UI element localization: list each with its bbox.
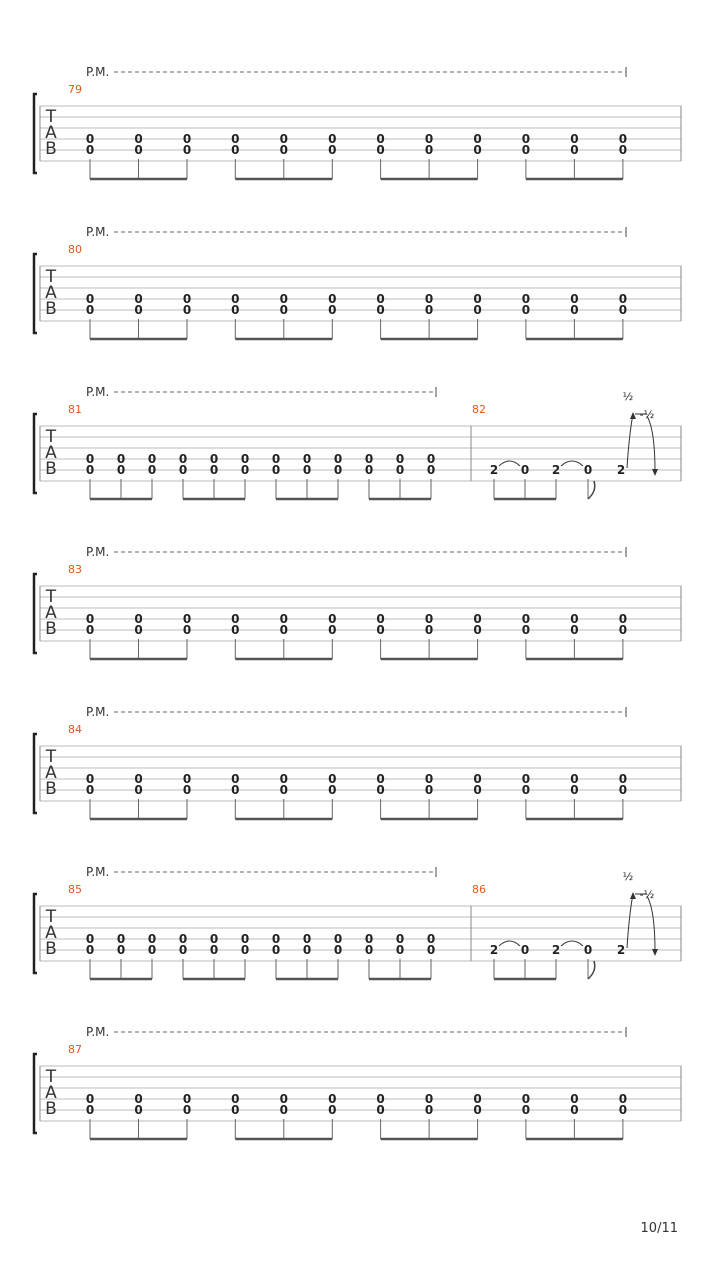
fret-number: 0 [424,623,434,637]
system-bracket [34,894,37,973]
release-arrow [652,469,658,476]
fret-number: 0 [85,612,95,626]
fret-number: 0 [328,783,337,797]
fret-number: 0 [134,772,143,786]
palm-mute-label: P.M. [86,385,110,399]
fret-number: 0 [376,1103,385,1117]
fret-number: 0 [364,932,374,946]
fret-number: 0 [570,772,579,786]
fret-number: 0 [231,623,240,637]
system-bracket [34,1054,37,1133]
fret-number: 0 [134,143,143,157]
fret-number: 0 [240,932,250,946]
fret-number: 0 [231,292,240,306]
fret-number: 0 [424,1092,434,1106]
tab-clef-letter: B [45,1099,57,1119]
tab-clef-letter: A [45,923,57,943]
fret-number: 0 [473,143,482,157]
fret-number: 2 [489,463,499,477]
fret-number: 0 [182,143,192,157]
fret-number: 0 [473,623,482,637]
eighth-flag [588,481,595,499]
eighth-flag [588,961,595,979]
tie-arc [499,941,520,946]
fret-number: 0 [134,292,143,306]
fret-number: 0 [583,943,593,957]
fret-number: 2 [616,943,626,957]
fret-number: 0 [279,132,288,146]
fret-number: 0 [521,1092,531,1106]
fret-number: 0 [521,772,531,786]
fret-number: 0 [178,452,188,466]
release-amount: -½ [639,408,655,421]
fret-number: 0 [85,1092,95,1106]
fret-number: 0 [116,463,126,477]
fret-number: 0 [116,452,126,466]
bar-number: 79 [68,83,82,96]
fret-number: 0 [520,463,530,477]
fret-number: 0 [279,1092,288,1106]
tab-system [34,65,681,179]
system-bracket [34,734,37,813]
fret-number: 0 [279,623,288,637]
fret-number: 0 [376,303,385,317]
fret-number: 0 [376,1092,385,1106]
fret-number: 0 [182,292,192,306]
tab-clef-letter: B [45,779,57,799]
fret-number: 0 [618,292,628,306]
release-arrow [652,949,658,956]
fret-number: 0 [473,292,482,306]
fret-number: 0 [333,463,343,477]
fret-number: 0 [209,463,219,477]
bend-arrow [630,412,636,419]
fret-number: 0 [521,623,531,637]
tab-system [34,545,681,659]
tab-clef-letter: B [45,299,57,319]
fret-number: 0 [328,623,337,637]
fret-number: 0 [85,783,95,797]
fret-number: 0 [147,463,157,477]
fret-number: 0 [85,452,95,466]
fret-number: 2 [551,943,561,957]
fret-number: 0 [182,623,192,637]
fret-number: 0 [279,783,288,797]
tie-arc [561,941,583,946]
page-number: 10/11 [640,1221,678,1236]
bar-number: 81 [68,403,82,416]
fret-number: 0 [85,932,95,946]
fret-number: 0 [85,1103,95,1117]
system-bracket [34,254,37,333]
tab-system [34,1025,681,1139]
fret-number: 0 [473,1103,482,1117]
fret-number: 0 [376,783,385,797]
palm-mute-label: P.M. [86,865,110,879]
fret-number: 0 [134,1092,143,1106]
tab-system [34,225,681,339]
fret-number: 0 [271,932,281,946]
fret-number: 0 [424,612,434,626]
palm-mute-label: P.M. [86,1025,110,1039]
fret-number: 0 [116,932,126,946]
fret-number: 0 [364,452,374,466]
fret-number: 0 [231,783,240,797]
fret-number: 0 [85,303,95,317]
fret-number: 0 [134,303,143,317]
palm-mute-label: P.M. [86,65,110,79]
fret-number: 0 [618,783,628,797]
fret-number: 0 [209,452,219,466]
bar-number: 87 [68,1043,82,1056]
fret-number: 0 [570,132,579,146]
fret-number: 0 [570,612,579,626]
fret-number: 0 [178,932,188,946]
fret-number: 0 [473,772,482,786]
fret-number: 0 [279,612,288,626]
fret-number: 0 [570,1092,579,1106]
fret-number: 0 [570,623,579,637]
release-amount: -½ [639,888,655,901]
fret-number: 0 [521,303,531,317]
release-curve [647,896,655,952]
fret-number: 0 [328,143,337,157]
fret-number: 0 [364,463,374,477]
fret-number: 0 [147,452,157,466]
system-bracket [34,574,37,653]
fret-number: 0 [182,783,192,797]
fret-number: 0 [376,143,385,157]
fret-number: 2 [616,463,626,477]
bar-number: 86 [472,883,486,896]
fret-number: 0 [328,292,337,306]
tab-system [34,705,681,819]
fret-number: 0 [424,772,434,786]
bend-arrow [630,892,636,899]
fret-number: 0 [618,623,628,637]
fret-number: 0 [618,612,628,626]
tab-system [34,865,681,979]
fret-number: 0 [182,772,192,786]
palm-mute-label: P.M. [86,545,110,559]
fret-number: 0 [521,132,531,146]
tie-arc [499,461,520,466]
tie-arc [561,461,583,466]
fret-number: 0 [116,943,126,957]
fret-number: 0 [473,132,482,146]
fret-number: 0 [328,772,337,786]
fret-number: 0 [570,783,579,797]
bar-number: 85 [68,883,82,896]
fret-number: 0 [395,932,405,946]
fret-number: 0 [570,1103,579,1117]
fret-number: 2 [489,943,499,957]
fret-number: 0 [395,463,405,477]
fret-number: 0 [134,132,143,146]
fret-number: 0 [240,463,250,477]
fret-number: 0 [85,292,95,306]
bar-number: 80 [68,243,82,256]
fret-number: 0 [328,1103,337,1117]
palm-mute-label: P.M. [86,225,110,239]
fret-number: 0 [426,452,436,466]
tab-clef-letter: T [45,267,57,287]
tab-clef-letter: B [45,619,57,639]
fret-number: 0 [178,463,188,477]
fret-number: 0 [302,943,312,957]
tab-clef-letter: T [45,587,57,607]
fret-number: 0 [424,783,434,797]
fret-number: 0 [328,612,337,626]
fret-number: 0 [376,623,385,637]
fret-number: 0 [279,303,288,317]
fret-number: 0 [521,1103,531,1117]
fret-number: 0 [424,1103,434,1117]
tab-clef-letter: A [45,443,57,463]
fret-number: 0 [209,943,219,957]
tab-clef-letter: T [45,427,57,447]
fret-number: 0 [85,143,95,157]
fret-number: 0 [473,1092,482,1106]
fret-number: 0 [328,1092,337,1106]
palm-mute-label: P.M. [86,705,110,719]
fret-number: 0 [231,143,240,157]
fret-number: 0 [231,1103,240,1117]
fret-number: 0 [570,143,579,157]
tab-system [34,385,681,499]
fret-number: 0 [134,1103,143,1117]
fret-number: 0 [182,1092,192,1106]
tab-clef-letter: A [45,763,57,783]
fret-number: 0 [134,612,143,626]
tab-clef-letter: A [45,1083,57,1103]
fret-number: 0 [473,612,482,626]
system-bracket [34,414,37,493]
fret-number: 0 [426,932,436,946]
fret-number: 0 [376,612,385,626]
fret-number: 0 [182,303,192,317]
fret-number: 0 [231,132,240,146]
fret-number: 0 [424,303,434,317]
fret-number: 0 [271,463,281,477]
bend-amount: ½ [622,870,634,883]
tab-clef-letter: A [45,123,57,143]
fret-number: 0 [85,463,95,477]
fret-number: 0 [333,932,343,946]
fret-number: 0 [182,1103,192,1117]
fret-number: 0 [521,292,531,306]
fret-number: 0 [302,463,312,477]
fret-number: 0 [424,143,434,157]
fret-number: 0 [279,143,288,157]
fret-number: 0 [364,943,374,957]
fret-number: 0 [520,943,530,957]
fret-number: 0 [279,772,288,786]
bend-amount: ½ [622,390,634,403]
fret-number: 0 [182,612,192,626]
fret-number: 0 [618,303,628,317]
fret-number: 0 [618,772,628,786]
tab-clef-letter: B [45,459,57,479]
fret-number: 0 [424,292,434,306]
fret-number: 0 [147,932,157,946]
fret-number: 0 [240,452,250,466]
fret-number: 0 [134,783,143,797]
fret-number: 0 [85,943,95,957]
fret-number: 0 [426,943,436,957]
system-bracket [34,94,37,173]
fret-number: 0 [328,303,337,317]
fret-number: 0 [209,932,219,946]
fret-number: 0 [333,943,343,957]
fret-number: 0 [85,623,95,637]
fret-number: 0 [240,943,250,957]
fret-number: 0 [570,303,579,317]
fret-number: 0 [328,132,337,146]
fret-number: 0 [376,292,385,306]
fret-number: 0 [424,132,434,146]
fret-number: 0 [618,132,628,146]
fret-number: 0 [521,783,531,797]
fret-number: 0 [395,452,405,466]
fret-number: 0 [618,1103,628,1117]
fret-number: 0 [376,132,385,146]
fret-number: 0 [395,943,405,957]
fret-number: 0 [618,1092,628,1106]
fret-number: 0 [583,463,593,477]
tab-clef-letter: T [45,907,57,927]
fret-number: 0 [134,623,143,637]
fret-number: 0 [302,932,312,946]
fret-number: 0 [302,452,312,466]
bar-number: 82 [472,403,486,416]
fret-number: 0 [279,1103,288,1117]
tab-clef-letter: B [45,939,57,959]
tab-clef-letter: A [45,283,57,303]
fret-number: 0 [618,143,628,157]
fret-number: 0 [231,303,240,317]
fret-number: 0 [521,612,531,626]
fret-number: 0 [178,943,188,957]
tab-clef-letter: T [45,107,57,127]
bend-curve [627,414,633,468]
fret-number: 0 [473,783,482,797]
fret-number: 0 [426,463,436,477]
fret-number: 0 [85,772,95,786]
fret-number: 0 [147,943,157,957]
fret-number: 0 [182,132,192,146]
fret-number: 0 [376,772,385,786]
fret-number: 0 [333,452,343,466]
fret-number: 0 [231,772,240,786]
fret-number: 0 [85,132,95,146]
fret-number: 0 [271,452,281,466]
fret-number: 0 [231,1092,240,1106]
release-curve [647,416,655,472]
fret-number: 0 [473,303,482,317]
tab-clef-letter: A [45,603,57,623]
tab-clef-letter: T [45,747,57,767]
bar-number: 83 [68,563,82,576]
fret-number: 0 [271,943,281,957]
fret-number: 0 [521,143,531,157]
fret-number: 0 [570,292,579,306]
tab-clef-letter: T [45,1067,57,1087]
bend-curve [627,894,633,948]
fret-number: 2 [551,463,561,477]
fret-number: 0 [279,292,288,306]
tab-clef-letter: B [45,139,57,159]
bar-number: 84 [68,723,82,736]
fret-number: 0 [231,612,240,626]
